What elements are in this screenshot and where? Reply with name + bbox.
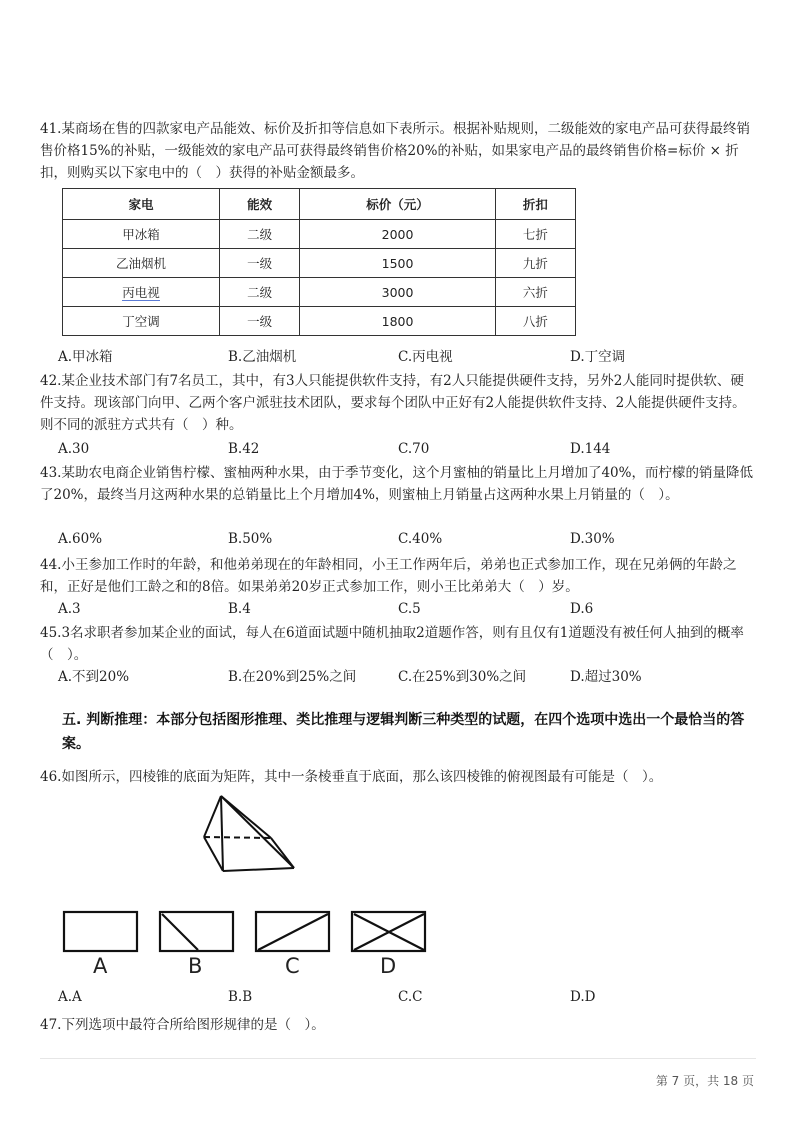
option-b[interactable]: B.乙油烟机 (228, 349, 297, 365)
question-46-options (58, 986, 758, 1008)
question-47-text: 47.下列选项中最符合所给图形规律的是（ ）。 (40, 1017, 325, 1033)
option-d[interactable]: D.6 (570, 601, 594, 617)
table-header-row (63, 189, 576, 220)
pyramid-figure (186, 792, 306, 876)
figure-b-rect (160, 912, 233, 951)
question-45-text: 45.3名求职者参加某企业的面试，每人在6道面试题中随机抽取2道题作答，则有且仅有1道题没有被任何人抽到的概率（ ）。 (40, 625, 744, 663)
footer-divider (40, 1058, 756, 1059)
table-header: 折扣 (495, 189, 575, 220)
figure-label-d: D (380, 954, 397, 978)
table-row (63, 278, 576, 307)
table-header: 标价（元） (300, 189, 496, 220)
table-row (63, 249, 576, 278)
table-cell: 七折 (495, 220, 575, 249)
table-cell: 2000 (300, 220, 496, 249)
option-d[interactable]: D.丁空调 (570, 349, 626, 365)
question-47 (40, 1014, 756, 1036)
question-41-options (58, 346, 758, 368)
option-a[interactable]: A.60% (58, 531, 103, 547)
question-44 (40, 554, 756, 598)
table-cell: 丁空调 (63, 307, 220, 336)
option-d[interactable]: D.30% (570, 531, 615, 547)
table-cell: 3000 (300, 278, 496, 307)
option-d[interactable]: D.D (570, 989, 596, 1005)
option-a[interactable]: A.甲冰箱 (58, 349, 113, 365)
option-a[interactable]: A.3 (58, 601, 81, 617)
table-row (63, 307, 576, 336)
appliance-table (62, 188, 576, 336)
option-b[interactable]: B.在20%到25%之间 (228, 669, 357, 685)
option-c[interactable]: C.70 (398, 441, 430, 457)
figure-c-diagonal (258, 914, 328, 950)
table-cell (63, 278, 220, 307)
question-46 (40, 766, 756, 788)
option-b[interactable]: B.42 (228, 441, 260, 457)
question-44-options (58, 598, 758, 620)
table-cell: 1800 (300, 307, 496, 336)
question-46-text: 46.如图所示，四棱锥的底面为矩阵，其中一条棱垂直于底面，那么该四棱锥的俯视图最有可能是（ ）。 (40, 769, 663, 785)
figure-b-diagonal (162, 914, 198, 950)
question-44-text: 44.小王参加工作时的年龄，和他弟弟现在的年龄相同，小王工作两年后，弟弟也正式参加工作，现在兄弟俩的年龄之和，正好是他们工龄之和的8倍。如果弟弟20岁正式参加工作，则小王比弟弟大（ ）岁。 (40, 557, 737, 595)
option-c[interactable]: C.在25%到30%之间 (398, 669, 527, 685)
figure-label-c: C (285, 954, 300, 978)
table-cell: 甲冰箱 (63, 220, 220, 249)
table-cell-text: 丙电视 (122, 285, 160, 300)
option-b[interactable]: B.50% (228, 531, 273, 547)
question-41 (40, 118, 756, 184)
table-cell: 六折 (495, 278, 575, 307)
option-c[interactable]: C.40% (398, 531, 443, 547)
table-cell: 1500 (300, 249, 496, 278)
option-c[interactable]: C.C (398, 989, 423, 1005)
question-43-text: 43.某助农电商企业销售柠檬、蜜柚两种水果，由于季节变化，这个月蜜柚的销量比上月增加了40%，而柠檬的销量降低了20%，最终当月这两种水果的总销量比上个月增加4%，则蜜柚上月销量占这两种水果上月销量的（ ）。 (40, 465, 753, 503)
figure-label-a: A (93, 954, 108, 978)
table-cell: 乙油烟机 (63, 249, 220, 278)
figure-a-rect (64, 912, 137, 951)
option-a[interactable]: A.不到20% (58, 669, 130, 685)
question-42-text: 42.某企业技术部门有7名员工，其中，有3人只能提供软件支持，有2人只能提供硬件支持，另外2人能同时提供软、硬件支持。现该部门向甲、乙两个客户派驻技术团队，要求每个团队中正好有2人能提供软件支持、2人能提供硬件支持。则不同的派驻方式共有（ ）种。 (40, 373, 746, 433)
question-42 (40, 370, 756, 436)
question-43-options (58, 528, 758, 550)
question-45 (40, 622, 756, 666)
option-c[interactable]: C.5 (398, 601, 421, 617)
table-cell: 九折 (495, 249, 575, 278)
option-d[interactable]: D.超过30% (570, 669, 642, 685)
table-header: 家电 (63, 189, 220, 220)
option-a[interactable]: A.A (58, 989, 82, 1005)
option-a[interactable]: A.30 (58, 441, 90, 457)
question-41-text: 41.某商场在售的四款家电产品能效、标价及折扣等信息如下表所示。根据补贴规则，二级能效的家电产品可获得最终销售价格15%的补贴，一级能效的家电产品可获得最终销售价格20%的补贴，如果家电产品的最终销售价格=标价 × 折扣，则购买以下家电中的（ ）获得的补贴金额最多。 (40, 121, 750, 181)
option-c[interactable]: C.丙电视 (398, 349, 453, 365)
table-header: 能效 (220, 189, 300, 220)
page-number: 第 7 页，共 18 页 (655, 1074, 754, 1088)
option-b[interactable]: B.B (228, 989, 253, 1005)
question-42-options (58, 438, 758, 460)
table-cell: 八折 (495, 307, 575, 336)
table-row (63, 220, 576, 249)
table-cell: 一级 (220, 307, 300, 336)
table-cell: 二级 (220, 220, 300, 249)
table-cell: 二级 (220, 278, 300, 307)
question-43 (40, 462, 756, 506)
option-b[interactable]: B.4 (228, 601, 251, 617)
figure-label-b: B (188, 954, 203, 978)
table-cell: 一级 (220, 249, 300, 278)
option-d[interactable]: D.144 (570, 441, 611, 457)
section-heading: 五. 判断推理：本部分包括图形推理、类比推理与逻辑判断三种类型的试题，在四个选项中选出一个最恰当的答案。 (62, 712, 745, 752)
question-45-options (58, 666, 758, 688)
